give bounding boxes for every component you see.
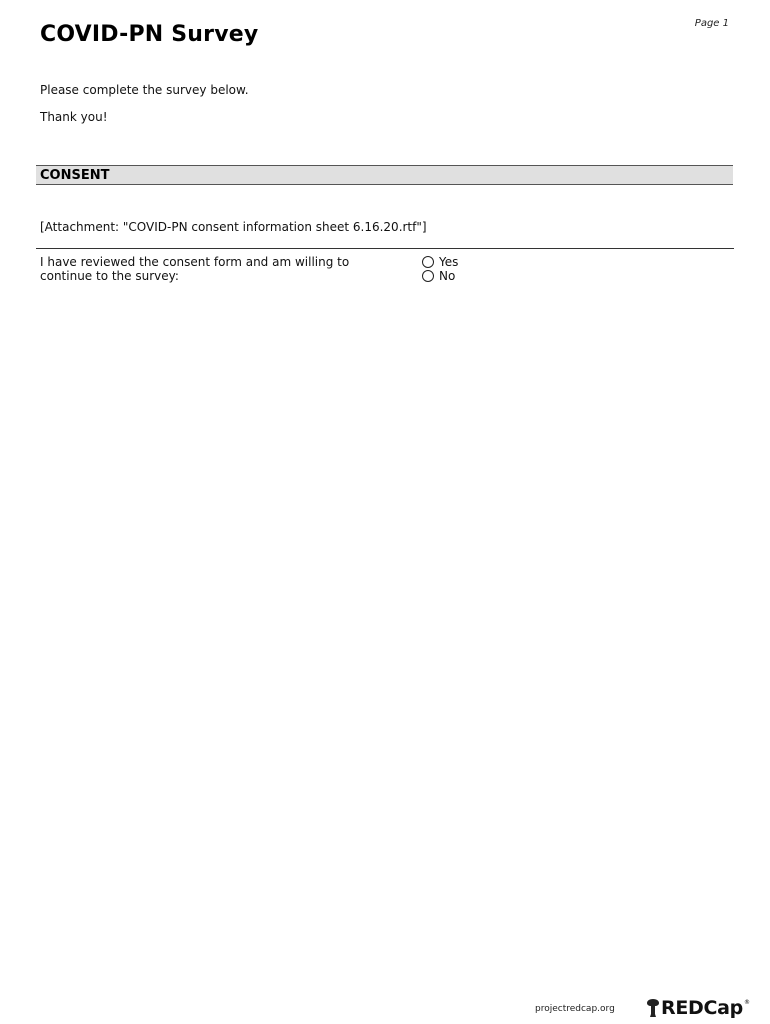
section-title: CONSENT	[40, 168, 110, 183]
registered-mark: ®	[743, 999, 750, 1006]
radio-button-icon[interactable]	[422, 256, 434, 268]
redcap-logo	[646, 996, 750, 1020]
redcap-logo-text: REDCap	[661, 997, 743, 1019]
page-number: Page 1	[694, 18, 729, 29]
radio-option-no[interactable]	[422, 269, 458, 283]
radio-option-yes[interactable]	[422, 255, 458, 269]
radio-option-label: No	[439, 269, 456, 283]
redcap-logo-mark-icon	[646, 998, 660, 1018]
divider	[36, 248, 734, 249]
intro-text: Please complete the survey below.	[40, 83, 249, 97]
section-header-consent	[36, 165, 733, 185]
consent-radio-group	[422, 255, 458, 283]
radio-option-label: Yes	[439, 255, 459, 269]
thank-you-text: Thank you!	[40, 110, 108, 124]
survey-title: COVID-PN Survey	[40, 22, 259, 47]
footer-url: projectredcap.org	[535, 1004, 615, 1014]
radio-button-icon[interactable]	[422, 270, 434, 282]
attachment-link[interactable]: [Attachment: "COVID-PN consent information sheet 6.16.20.rtf"]	[40, 220, 427, 234]
consent-question-label: I have reviewed the consent form and am willing to continue to the survey:	[40, 255, 350, 283]
